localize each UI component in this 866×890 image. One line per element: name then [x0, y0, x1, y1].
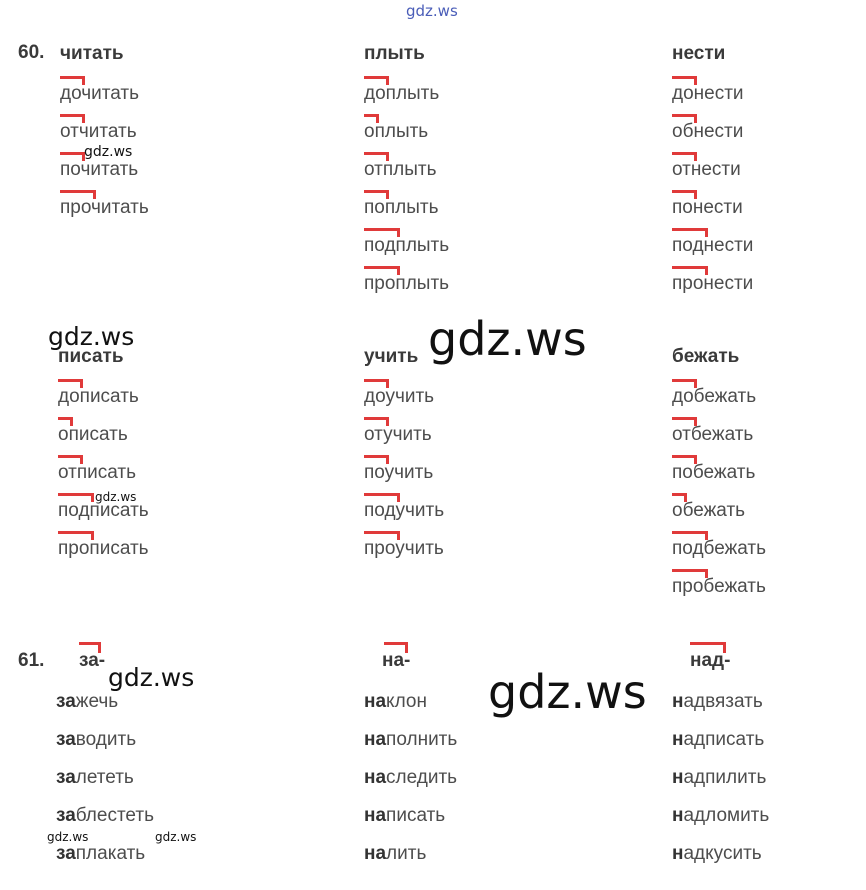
prefix-nad-head — [690, 650, 730, 672]
word-text: отучить — [364, 424, 432, 445]
prefix-mark — [364, 493, 400, 502]
word-item — [672, 752, 866, 790]
word-item — [364, 144, 604, 182]
prefix-mark — [58, 417, 73, 426]
word-item — [364, 752, 604, 790]
word-item — [364, 220, 604, 258]
word-item — [58, 523, 298, 561]
word-text: отплыть — [364, 159, 437, 180]
word-item — [364, 258, 604, 296]
word-text: добежать — [672, 386, 757, 407]
word-text: донести — [672, 83, 744, 104]
prefix-label: за- — [79, 650, 106, 671]
word-text: поучить — [364, 462, 434, 483]
word-item — [56, 714, 296, 752]
word-text: отнести — [672, 159, 741, 180]
word-rest: лить — [386, 843, 427, 864]
word-item — [672, 828, 866, 866]
word-item — [58, 485, 298, 523]
exercise-61-number: 61. — [18, 650, 45, 671]
word-text: проплыть — [364, 273, 450, 294]
prefix-mark — [672, 569, 708, 578]
prefix-za-head — [79, 650, 105, 672]
word-text: доучить — [364, 386, 435, 407]
prefix-mark — [672, 114, 697, 123]
word-item — [364, 409, 604, 447]
prefix-label: над- — [690, 650, 731, 671]
word-rest: плакать — [75, 843, 146, 864]
watermark-top: gdz.ws — [406, 2, 458, 20]
word-prefix: на — [364, 729, 387, 750]
word-prefix: н — [672, 767, 684, 788]
prefix-mark — [60, 190, 96, 199]
prefix-mark — [364, 76, 389, 85]
word-rest: полнить — [386, 729, 458, 750]
watermark-small-2: gdz.ws — [95, 490, 137, 504]
word-prefix: за — [56, 691, 76, 712]
watermark-large-1: gdz.ws — [428, 312, 587, 366]
prefix-mark — [672, 76, 697, 85]
prefix-mark — [672, 228, 708, 237]
word-item — [364, 182, 604, 220]
word-item — [672, 676, 866, 714]
word-text: поплыть — [364, 197, 439, 218]
watermark-large-2: gdz.ws — [488, 665, 647, 719]
group-head: читать — [60, 43, 124, 64]
prefix-mark — [60, 152, 85, 161]
word-item — [672, 714, 866, 752]
word-item — [56, 790, 296, 828]
prefix-mark — [672, 531, 708, 540]
watermark-medium-2: gdz.ws — [108, 663, 195, 692]
word-rest: блестеть — [75, 805, 154, 826]
word-rest: лететь — [75, 767, 134, 788]
word-text: проучить — [364, 538, 444, 559]
prefix-mark — [364, 190, 389, 199]
prefix-mark — [672, 190, 697, 199]
group-uchit — [364, 343, 604, 561]
exercise-60-number: 60. — [18, 42, 45, 63]
word-text: отписать — [58, 462, 137, 483]
word-rest: жечь — [75, 691, 119, 712]
group-plyt — [364, 40, 604, 296]
prefix-mark — [672, 266, 708, 275]
group-nesti — [672, 40, 866, 296]
word-rest: водить — [75, 729, 137, 750]
group-head: бежать — [672, 346, 740, 367]
word-item — [672, 68, 866, 106]
word-rest: адпилить — [683, 767, 767, 788]
word-prefix: н — [672, 843, 684, 864]
word-prefix: на — [364, 805, 387, 826]
word-text: пронести — [672, 273, 754, 294]
word-rest: адписать — [683, 729, 765, 750]
prefix-mark — [672, 493, 687, 502]
word-prefix: н — [672, 805, 684, 826]
word-text: побежать — [672, 462, 756, 483]
word-item — [672, 182, 866, 220]
prefix-mark — [58, 379, 83, 388]
word-rest: писать — [386, 805, 446, 826]
word-text: понести — [672, 197, 743, 218]
word-item — [672, 523, 866, 561]
prefix-na-head — [382, 650, 410, 672]
word-item — [364, 485, 604, 523]
word-item — [364, 68, 604, 106]
word-rest: адкусить — [683, 843, 762, 864]
word-item — [672, 220, 866, 258]
word-item — [364, 371, 604, 409]
word-item — [60, 68, 300, 106]
word-text: подучить — [364, 500, 445, 521]
word-prefix: за — [56, 767, 76, 788]
word-item — [364, 828, 604, 866]
prefix-mark — [364, 114, 379, 123]
prefix-mark — [58, 455, 83, 464]
word-item — [58, 371, 298, 409]
word-rest: следить — [386, 767, 458, 788]
word-text: подплыть — [364, 235, 450, 256]
watermark-small-1: gdz.ws — [84, 144, 133, 160]
word-item — [672, 106, 866, 144]
word-item — [672, 371, 866, 409]
word-text: поднести — [672, 235, 754, 256]
word-item — [672, 409, 866, 447]
word-prefix: на — [364, 767, 387, 788]
word-prefix: за — [56, 843, 76, 864]
group-bezhat — [672, 343, 866, 599]
word-text: дочитать — [60, 83, 139, 104]
word-text: отбежать — [672, 424, 754, 445]
word-prefix: н — [672, 691, 684, 712]
word-item — [364, 714, 604, 752]
word-text: обнести — [672, 121, 744, 142]
prefix-mark — [672, 379, 697, 388]
word-text: пробежать — [672, 576, 766, 597]
group-head: плыть — [364, 43, 425, 64]
prefix-mark — [60, 114, 85, 123]
word-prefix: на — [364, 691, 387, 712]
word-prefix: за — [56, 729, 76, 750]
word-prefix: за — [56, 805, 76, 826]
word-text: прочитать — [60, 197, 149, 218]
word-item — [672, 447, 866, 485]
word-prefix: н — [672, 729, 684, 750]
word-item — [672, 561, 866, 599]
word-item — [60, 182, 300, 220]
word-item — [364, 106, 604, 144]
watermark-small-3: gdz.ws — [47, 830, 89, 844]
prefix-label: на- — [382, 650, 411, 671]
word-item — [58, 409, 298, 447]
word-text: дописать — [58, 386, 139, 407]
word-item — [672, 790, 866, 828]
word-item — [60, 106, 300, 144]
word-text: подписать — [58, 500, 149, 521]
prefix-mark — [79, 642, 101, 653]
prefix-mark — [364, 379, 389, 388]
word-rest: адвязать — [683, 691, 763, 712]
prefix-mark — [58, 493, 94, 502]
word-text: доплыть — [364, 83, 440, 104]
prefix-mark — [60, 76, 85, 85]
watermark-small-4: gdz.ws — [155, 830, 197, 844]
prefix-mark — [672, 455, 697, 464]
word-item — [364, 790, 604, 828]
word-prefix: на — [364, 843, 387, 864]
word-text: почитать — [60, 159, 139, 180]
group-61-nad — [672, 676, 866, 866]
word-item — [672, 485, 866, 523]
group-chitat — [60, 40, 300, 220]
prefix-mark — [690, 642, 726, 653]
word-rest: адломить — [683, 805, 770, 826]
word-item — [672, 144, 866, 182]
group-head: писать — [58, 346, 124, 367]
group-pisat — [58, 343, 298, 561]
word-item — [364, 523, 604, 561]
prefix-mark — [364, 417, 389, 426]
word-item — [58, 447, 298, 485]
word-text: отчитать — [60, 121, 137, 142]
prefix-mark — [364, 455, 389, 464]
word-text: описать — [58, 424, 128, 445]
prefix-mark — [672, 152, 697, 161]
word-text: прописать — [58, 538, 149, 559]
prefix-mark — [384, 642, 408, 653]
group-head: учить — [364, 346, 419, 367]
word-text: оплыть — [364, 121, 429, 142]
word-rest: клон — [386, 691, 427, 712]
group-head: нести — [672, 43, 726, 64]
prefix-mark — [672, 417, 697, 426]
prefix-mark — [364, 152, 389, 161]
word-item — [672, 258, 866, 296]
prefix-mark — [364, 531, 400, 540]
prefix-mark — [58, 531, 94, 540]
word-text: обежать — [672, 500, 746, 521]
word-text: подбежать — [672, 538, 767, 559]
prefix-mark — [364, 228, 400, 237]
watermark-medium-1: gdz.ws — [48, 322, 135, 351]
word-item — [364, 447, 604, 485]
word-item — [56, 752, 296, 790]
prefix-mark — [364, 266, 400, 275]
